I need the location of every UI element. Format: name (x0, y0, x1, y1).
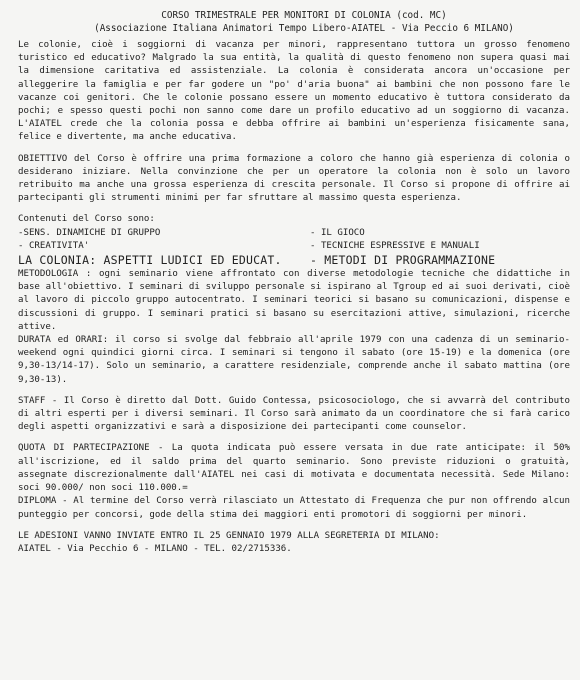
contents-item: - TECNICHE ESPRESSIVE E MANUALI (310, 240, 480, 251)
method-paragraph: METODOLOGIA : ogni seminario viene affrontato con diverse metodologie tecniche che didattiche in base all'obiettivo. I seminari di sviluppo personale si ispirano al Tgroup ed ai suoi derivati, cioè al lavoro di piccolo gruppo autocentrato. I seminari teorici si basano su comunicazioni, dispense e discussioni di gruppo. I seminari pratici si basano su esercitazioni attive, simulazioni, ricerche attive. (18, 269, 570, 332)
objective-paragraph: OBIETTIVO del Corso è offrire una prima formazione a coloro che hanno già esperienza di colonia o desiderano iniziare. Nella convinzione che per un operatore la colonia non è solo un lavoro retribuito ma anche una grossa esperienza di crescita personale. Il Corso si propone di offrire ai partecipanti gli strumenti minimi per far sfruttare al massimo questa esperienza. (18, 153, 570, 204)
title-line-1: CORSO TRIMESTRALE PER MONITORI DI COLONIA (cod. MC) (161, 10, 447, 21)
contents-list (18, 227, 570, 268)
contents-item: -SENS. DINAMICHE DI GRUPPO (18, 227, 161, 238)
contents-item: - METODI DI PROGRAMMAZIONE (310, 253, 496, 268)
title-line-2: (Associazione Italiana Animatori Tempo Libero-AIATEL - Via Peccio 6 MILANO) (94, 22, 514, 34)
duration-paragraph: DURATA ed ORARI: il corso si svolge dal febbraio all'aprile 1979 con una cadenza di un seminario-weekend ogni quindici giorni circa. I seminari si tengono il sabato (ore 15-19) e la domenica (ore 9,30-13/14-17). Solo un seminario, a carattere residenziale, comprende anche il sabato mattina (ore 9,30-13). (18, 335, 570, 385)
contents-item: LA COLONIA: ASPETTI LUDICI ED EDUCAT. (18, 253, 282, 268)
contents-right-column (310, 227, 570, 268)
contents-item: - IL GIOCO (310, 227, 365, 238)
adhesion-line-1: LE ADESIONI VANNO INVIATE ENTRO IL 25 GENNAIO 1979 ALLA SEGRETERIA DI MILANO: (18, 530, 440, 541)
document-title (38, 10, 570, 35)
contents-item: - CREATIVITA' (18, 240, 90, 251)
diploma-paragraph: DIPLOMA - Al termine del Corso verrà rilasciato un Attestato di Frequenza che pur non offrendo alcun punteggio per concorsi, gode della stima dei maggiori enti promotori di soggiorni per minori. (18, 496, 570, 520)
adhesion-block (18, 530, 570, 556)
adhesion-line-2: AIATEL - Via Pecchio 6 - MILANO - TEL. 02/2715336. (18, 543, 292, 554)
contents-left-column (18, 227, 288, 268)
intro-paragraph: Le colonie, cioè i soggiorni di vacanza per minori, rappresentano tuttora un grosso fenomeno turistico ed educativo? Malgrado la sua entità, la qualità di questo fenomeno non supera quasi mai la dimensione caritativa ed assistenziale. La colonia è considerata ancora un'occasione per alleggerire la famiglia e per far godere un "po' d'aria buona" ai bambini che non possono fare le vacanze coi genitori. Che le colonie possano essere un momento educativo è tuttora considerato da pochi; e spesso questi pochi non sanno come dare un profilo educativo ad un soggiorno di vacanza. L'AIATEL crede che la colonia possa e debba offrire ai bambini un'esperienza fisicamente sana, felice e divertente, ma anche educativa. (18, 40, 570, 143)
fee-paragraph: QUOTA DI PARTECIPAZIONE - La quota indicata può essere versata in due rate anticipate: il 50% all'iscrizione, ed il saldo prima del quarto seminario. Sono previste riduzioni o gratuità, assegnate discrezionalmente dall'AIATEL nei casi di motivata e documentata necessità. Sede Milano: soci 90.000/ non soci 110.000.= (18, 443, 570, 494)
staff-paragraph: STAFF - Il Corso è diretto dal Dott. Guido Contessa, psicosociologo, che si avvarrà del contributo di altri esperti per i diversi seminari. Il Corso sarà animato da un coordinatore che si farà carico degli aspetti organizzativi e sarà a disposizione dei partecipanti come counselor. (18, 395, 570, 433)
contents-header: Contenuti del Corso sono: (18, 214, 155, 225)
